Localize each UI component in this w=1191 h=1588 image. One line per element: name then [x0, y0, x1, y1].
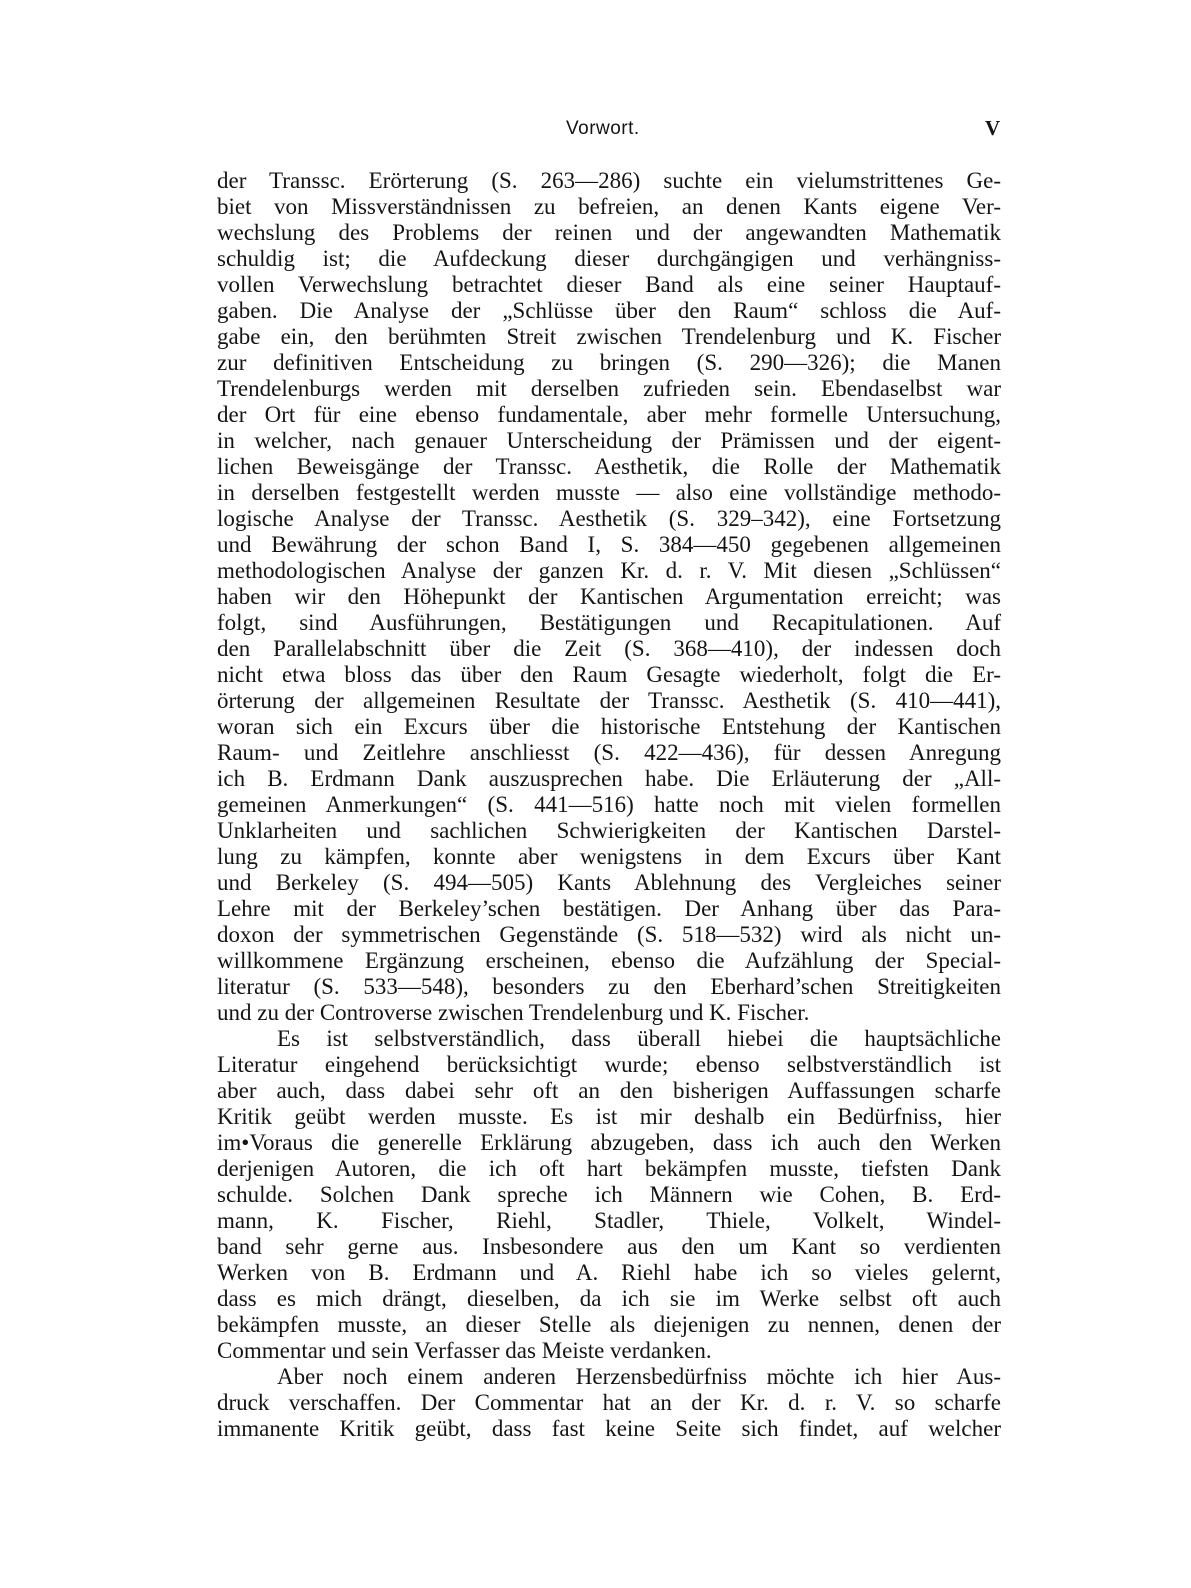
text-line: schuldig ist; die Aufdeckung dieser durchgängigen und verhängniss-: [217, 246, 1001, 271]
text-line: band sehr gerne aus. Insbesondere aus den um Kant so verdienten: [217, 1234, 1001, 1259]
text-line: der Transsc. Erörterung (S. 263—286) suchte ein vielumstrittenes Ge-: [217, 168, 1001, 193]
text-line: bekämpfen musste, an dieser Stelle als diejenigen zu nennen, denen der: [217, 1312, 1001, 1337]
text-line: der Ort für eine ebenso fundamentale, aber mehr formelle Untersuchung,: [217, 402, 1001, 427]
text-line: Aber noch einem anderen Herzensbedürfniss möchte ich hier Aus-: [277, 1364, 1001, 1389]
text-line: mann, K. Fischer, Riehl, Stadler, Thiele, Volkelt, Windel-: [217, 1208, 1001, 1233]
text-line: biet von Missverständnissen zu befreien, an denen Kants eigene Ver-: [217, 194, 1001, 219]
text-line: ich B. Erdmann Dank auszusprechen habe. Die Erläuterung der „All-: [217, 766, 1001, 791]
text-line: Lehre mit der Berkeley’schen bestätigen. Der Anhang über das Para-: [217, 896, 1001, 921]
page-number: V: [985, 116, 1001, 140]
text-line: Unklarheiten und sachlichen Schwierigkeiten der Kantischen Darstel-: [217, 818, 1001, 843]
text-line: woran sich ein Excurs über die historische Entstehung der Kantischen: [217, 714, 1001, 739]
text-line: Literatur eingehend berücksichtigt wurde; ebenso selbstverständlich ist: [217, 1052, 1001, 1077]
text-line: in derselben festgestellt werden musste — also eine vollständige methodo-: [217, 480, 1001, 505]
text-line: Trendelenburgs werden mit derselben zufrieden sein. Ebendaselbst war: [217, 376, 1001, 401]
text-line: in welcher, nach genauer Unterscheidung der Prämissen und der eigent-: [217, 428, 1001, 453]
text-line: zur definitiven Entscheidung zu bringen (S. 290—326); die Manen: [217, 350, 1001, 375]
text-line: dass es mich drängt, dieselben, da ich sie im Werke selbst oft auch: [217, 1286, 1001, 1311]
text-line: im•Voraus die generelle Erklärung abzugeben, dass ich auch den Werken: [217, 1130, 1001, 1155]
text-line: den Parallelabschnitt über die Zeit (S. 368—410), der indessen doch: [217, 636, 1001, 661]
body-text: [217, 168, 1001, 1442]
text-line: methodologischen Analyse der ganzen Kr. d. r. V. Mit diesen „Schlüssen“: [217, 558, 1001, 583]
text-line: wechslung des Problems der reinen und der angewandten Mathematik: [217, 220, 1001, 245]
text-line: gemeinen Anmerkungen“ (S. 441—516) hatte noch mit vielen formellen: [217, 792, 1001, 817]
text-line: schulde. Solchen Dank spreche ich Männern wie Cohen, B. Erd-: [217, 1182, 1001, 1207]
text-line: Commentar und sein Verfasser das Meiste verdanken.: [217, 1338, 712, 1363]
text-line: nicht etwa bloss das über den Raum Gesagte wiederholt, folgt die Er-: [217, 662, 1001, 687]
text-line: Raum- und Zeitlehre anschliesst (S. 422—436), für dessen Anregung: [217, 740, 1001, 765]
text-line: derjenigen Autoren, die ich oft hart bekämpfen musste, tiefsten Dank: [217, 1156, 1001, 1181]
text-line: und zu der Controverse zwischen Trendelenburg und K. Fischer.: [217, 1000, 810, 1025]
text-line: gaben. Die Analyse der „Schlüsse über den Raum“ schloss die Auf-: [217, 298, 1001, 323]
text-line: gabe ein, den berühmten Streit zwischen Trendelenburg und K. Fischer: [217, 324, 1001, 349]
text-line: lichen Beweisgänge der Transsc. Aesthetik, die Rolle der Mathematik: [217, 454, 1001, 479]
text-line: literatur (S. 533—548), besonders zu den Eberhard’schen Streitigkeiten: [217, 974, 1001, 999]
running-title: Vorwort.: [566, 118, 640, 139]
text-line: vollen Verwechslung betrachtet dieser Band als eine seiner Hauptauf-: [217, 272, 1001, 297]
text-line: örterung der allgemeinen Resultate der Transsc. Aesthetik (S. 410—441),: [217, 688, 1001, 713]
text-line: Werken von B. Erdmann und A. Riehl habe ich so vieles gelernt,: [217, 1260, 1001, 1285]
text-line: Es ist selbstverständlich, dass überall hiebei die hauptsächliche: [277, 1026, 1001, 1051]
text-line: folgt, sind Ausführungen, Bestätigungen und Recapitulationen. Auf: [217, 610, 1001, 635]
text-line: lung zu kämpfen, konnte aber wenigstens in dem Excurs über Kant: [217, 844, 1001, 869]
text-line: Kritik geübt werden musste. Es ist mir deshalb ein Bedürfniss, hier: [217, 1104, 1001, 1129]
text-line: haben wir den Höhepunkt der Kantischen Argumentation erreicht; was: [217, 584, 1001, 609]
text-line: willkommene Ergänzung erscheinen, ebenso die Aufzählung der Special-: [217, 948, 1001, 973]
text-line: doxon der symmetrischen Gegenstände (S. 518—532) wird als nicht un-: [217, 922, 1001, 947]
text-line: druck verschaffen. Der Commentar hat an der Kr. d. r. V. so scharfe: [217, 1390, 1001, 1415]
text-line: und Bewährung der schon Band I, S. 384—450 gegebenen allgemeinen: [217, 532, 1001, 557]
text-line: immanente Kritik geübt, dass fast keine Seite sich findet, auf welcher: [217, 1416, 1001, 1441]
text-line: logische Analyse der Transsc. Aesthetik (S. 329–342), eine Fortsetzung: [217, 506, 1001, 531]
text-line: aber auch, dass dabei sehr oft an den bisherigen Auffassungen scharfe: [217, 1078, 1001, 1103]
text-line: und Berkeley (S. 494—505) Kants Ablehnung des Vergleiches seiner: [217, 870, 1001, 895]
